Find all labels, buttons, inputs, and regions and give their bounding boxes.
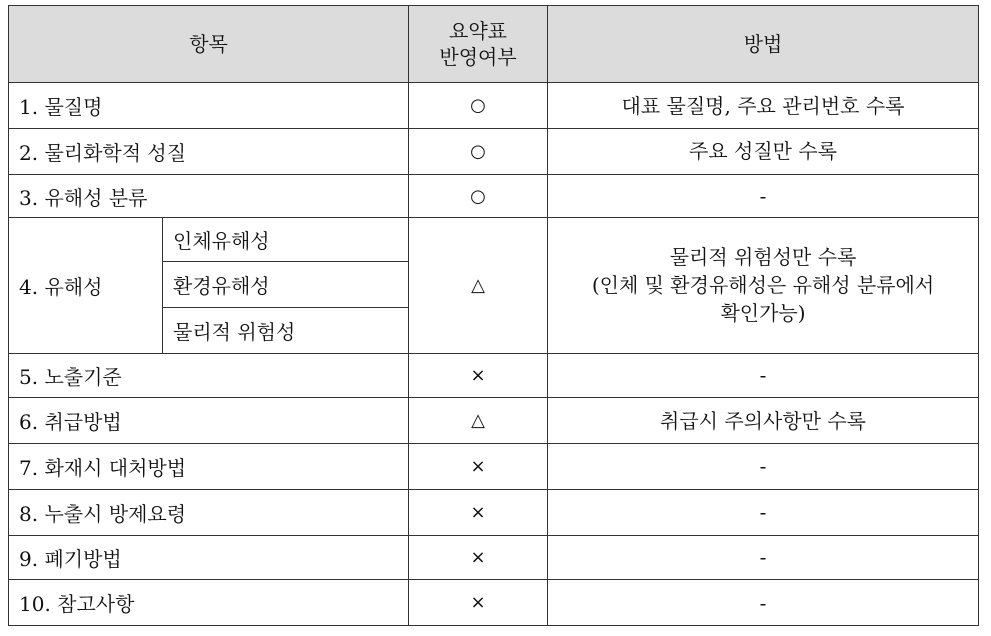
table-row [9, 353, 979, 398]
row-reflect: ○ [409, 174, 548, 218]
row-item: 7. 화재시 대처방법 [9, 444, 409, 490]
header-item: 항목 [9, 6, 409, 83]
table-row [9, 218, 979, 262]
row-item: 9. 폐기방법 [9, 535, 409, 580]
row-item: 1. 물질명 [9, 83, 409, 129]
table-row [9, 489, 979, 535]
row-subitem: 인체유해성 [163, 218, 409, 262]
row-item: 2. 물리화학적 성질 [9, 128, 409, 174]
row-subitem: 물리적 위험성 [163, 307, 409, 353]
row-method: - [548, 353, 979, 398]
table-row [9, 83, 979, 129]
row-reflect: × [409, 535, 548, 580]
row-method-line: 확인가능) [720, 301, 806, 326]
row-method: 취급시 주의사항만 수록 [548, 398, 979, 444]
header-row [9, 6, 979, 83]
row-reflect: × [409, 444, 548, 490]
row-item: 5. 노출기준 [9, 353, 409, 398]
row-method-line: (인체 및 환경유해성은 유해성 분류에서 [591, 273, 935, 298]
header-reflect-line2: 반영여부 [439, 45, 517, 70]
row-item: 10. 참고사항 [9, 580, 409, 626]
table-row [9, 174, 979, 218]
row-item: 6. 취급방법 [9, 398, 409, 444]
row-method [548, 218, 979, 353]
row-method: 주요 성질만 수록 [548, 128, 979, 174]
row-reflect: △ [409, 398, 548, 444]
row-method: - [548, 444, 979, 490]
summary-table [8, 5, 979, 626]
row-reflect: ○ [409, 83, 548, 129]
header-method: 방법 [548, 6, 979, 83]
table-row [9, 398, 979, 444]
row-method: 대표 물질명, 주요 관리번호 수록 [548, 83, 979, 129]
header-reflect-line1: 요약표 [449, 19, 507, 44]
row-reflect: △ [409, 218, 548, 353]
row-reflect: ○ [409, 128, 548, 174]
row-method: - [548, 174, 979, 218]
table-row [9, 535, 979, 580]
row-reflect: × [409, 489, 548, 535]
row-method: - [548, 580, 979, 626]
row-item: 4. 유해성 [9, 218, 163, 353]
table-row [9, 580, 979, 626]
row-method: - [548, 535, 979, 580]
table-row [9, 444, 979, 490]
row-reflect: × [409, 580, 548, 626]
table-row [9, 128, 979, 174]
row-item: 3. 유해성 분류 [9, 174, 409, 218]
row-method: - [548, 489, 979, 535]
header-reflect [409, 6, 548, 83]
row-item: 8. 누출시 방제요령 [9, 489, 409, 535]
row-subitem: 환경유해성 [163, 262, 409, 308]
row-reflect: × [409, 353, 548, 398]
row-method-line: 물리적 위험성만 수록 [669, 245, 857, 270]
